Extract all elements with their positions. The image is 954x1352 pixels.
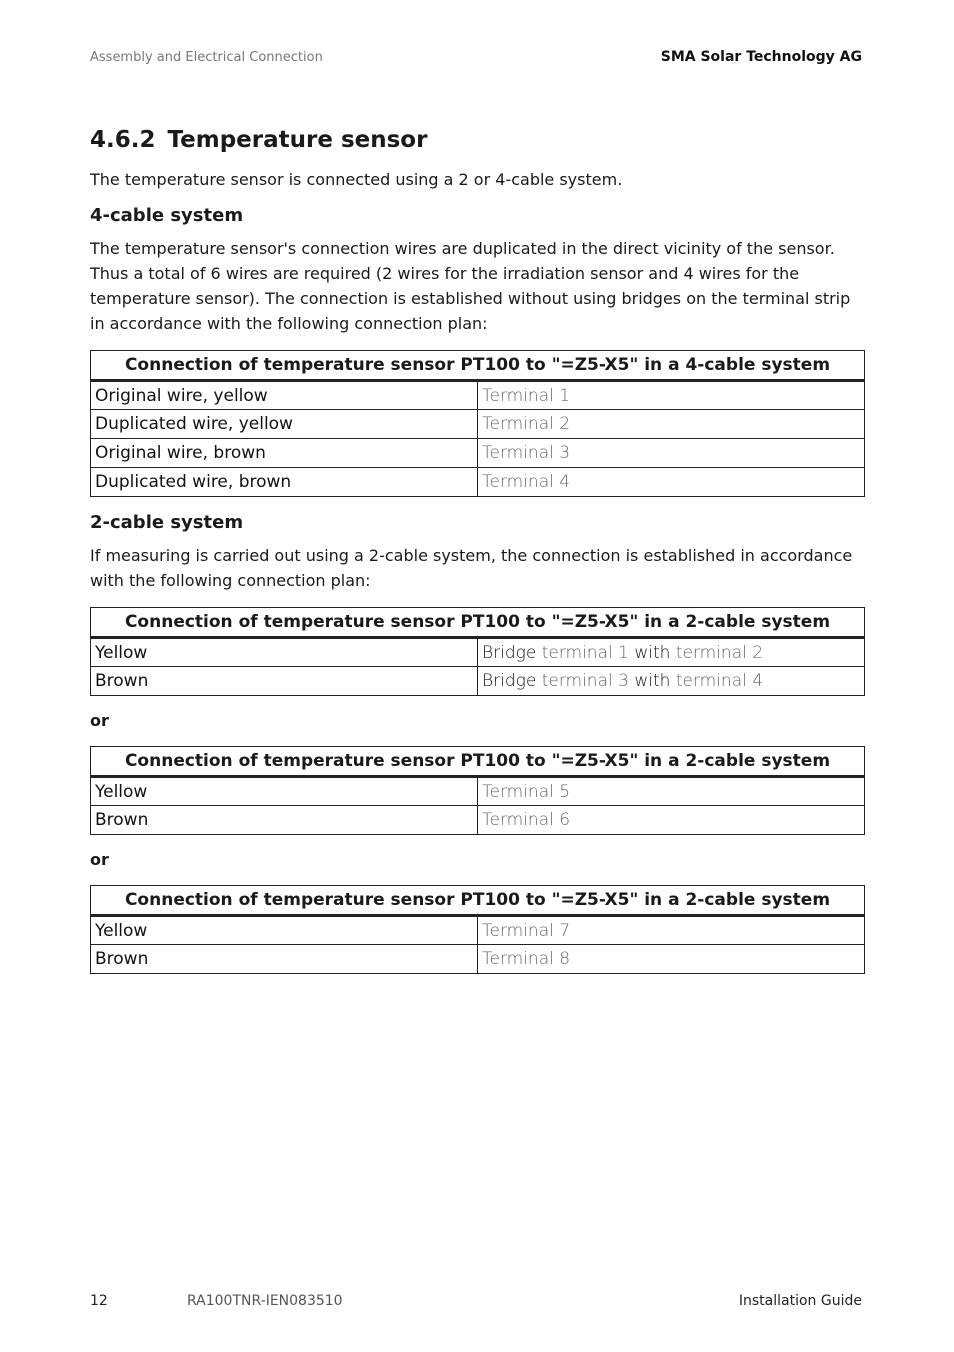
four-cable-heading: 4-cable system [90,205,244,226]
terminal-cell: Terminal 8 [478,945,865,974]
bridge-cell: Bridge terminal 1 with terminal 2 [478,638,865,667]
terminal-cell: Terminal 1 [478,381,865,410]
two-cable-heading: 2-cable system [90,512,244,533]
wire-cell: Original wire, brown [91,439,478,468]
wire-cell: Yellow [91,777,478,806]
table-header: Connection of temperature sensor PT100 to "=Z5-X5" in a 2-cable system [91,886,865,916]
table-row [91,468,865,497]
table-row [91,945,865,974]
two-cable-table-1 [90,607,865,696]
document-type: Installation Guide [738,1293,862,1309]
four-cable-table [90,350,865,497]
two-cable-paragraph: If measuring is carried out using a 2-cable system, the connection is established in accordance with the following connection plan: [90,546,853,590]
terminal-cell: Terminal 6 [478,806,865,835]
wire-cell: Brown [91,945,478,974]
table-row [91,667,865,696]
two-cable-table-2 [90,746,865,835]
table-header: Connection of temperature sensor PT100 to "=Z5-X5" in a 4-cable system [91,351,865,381]
wire-cell: Original wire, yellow [91,381,478,410]
running-header-section: Assembly and Electrical Connection [90,50,323,65]
four-cable-paragraph: The temperature sensor's connection wires are duplicated in the direct vicinity of the sensor. Thus a total of 6 wires are required (2 wires for the irradiation sensor and 4 wires for the temperature sensor). The connection is established without using bridges on the terminal strip in accordance with the following connection plan: [90,239,851,333]
terminal-cell: Terminal 7 [478,916,865,945]
table-row [91,916,865,945]
page-number: 12 [90,1293,108,1309]
or-separator: or [90,850,109,869]
terminal-cell: Terminal 3 [478,439,865,468]
page-content [90,125,865,974]
table-row [91,806,865,835]
table-row [91,638,865,667]
table-row [91,381,865,410]
bridge-cell: Bridge terminal 3 with terminal 4 [478,667,865,696]
wire-cell: Brown [91,806,478,835]
table-row [91,439,865,468]
or-separator: or [90,711,109,730]
terminal-cell: Terminal 5 [478,777,865,806]
running-header-company: SMA Solar Technology AG [660,49,862,65]
table-header: Connection of temperature sensor PT100 to "=Z5-X5" in a 2-cable system [91,608,865,638]
wire-cell: Duplicated wire, brown [91,468,478,497]
section-title: Temperature sensor [167,127,428,153]
table-row [91,777,865,806]
table-row [91,410,865,439]
two-cable-table-3 [90,885,865,974]
wire-cell: Yellow [91,638,478,667]
wire-cell: Yellow [91,916,478,945]
terminal-cell: Terminal 4 [478,468,865,497]
terminal-cell: Terminal 2 [478,410,865,439]
table-header: Connection of temperature sensor PT100 to "=Z5-X5" in a 2-cable system [91,747,865,777]
section-heading [90,125,865,155]
section-number: 4.6.2 [90,127,156,153]
intro-paragraph: The temperature sensor is connected using a 2 or 4-cable system. [90,170,623,189]
document-code: RA100TNR-IEN083510 [187,1293,343,1309]
wire-cell: Brown [91,667,478,696]
wire-cell: Duplicated wire, yellow [91,410,478,439]
